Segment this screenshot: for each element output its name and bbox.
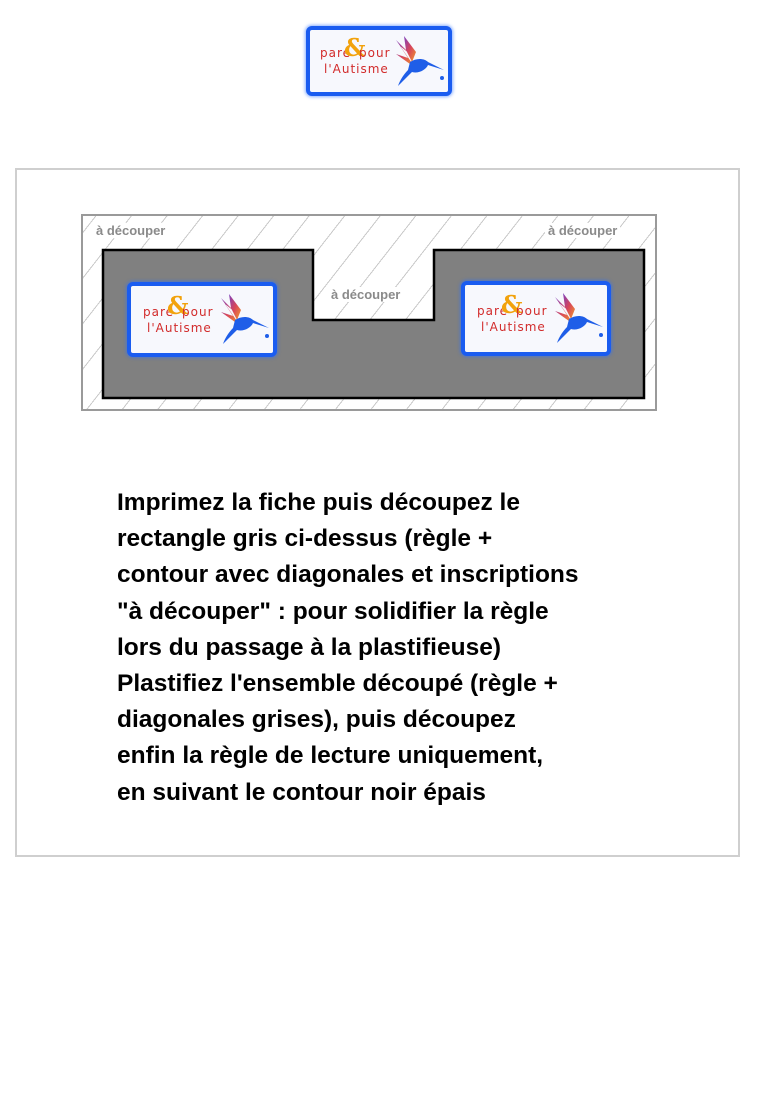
instruction-line: diagonales grises), puis découpez [117, 706, 516, 734]
logo-ampersand: & [167, 291, 189, 320]
instruction-line: "à découper" : pour solidifier la règle [117, 597, 549, 625]
cut-label-top-right: à découper [545, 223, 620, 238]
hummingbird-icon [211, 290, 273, 346]
logo-ampersand: & [344, 33, 366, 62]
instruction-line: rectangle gris ci-dessus (règle + [117, 525, 493, 553]
instruction-line: lors du passage à la plastifieuse) [117, 633, 501, 661]
instruction-line: Imprimez la fiche puis découpez le [117, 489, 520, 516]
logo-text-pare: paré [320, 46, 352, 60]
logo-text-pare: paré [477, 304, 509, 318]
instruction-line: contour avec diagonales et inscriptions [117, 561, 579, 589]
logo-text-pour: pour [182, 305, 214, 319]
logo-text-pour: pour [516, 304, 548, 318]
logo-text-autisme: l'Autisme [324, 62, 389, 76]
header-logo [306, 26, 452, 96]
logo-ampersand: & [501, 290, 523, 319]
instructions-text [117, 485, 717, 811]
logo-text-pour: pour [359, 46, 391, 60]
instruction-line: enfin la règle de lecture uniquement, [117, 742, 544, 770]
logo-text-pare: paré [143, 305, 175, 319]
instruction-line: en suivant le contour noir épais [117, 778, 486, 806]
cut-label-top-left: à découper [93, 223, 168, 238]
cut-label-notch: à découper [328, 287, 403, 302]
hummingbird-icon [386, 32, 448, 88]
instruction-line: Plastifiez l'ensemble découpé (règle + [117, 670, 558, 698]
ruler-logo-right [461, 281, 611, 356]
hummingbird-icon [545, 289, 607, 345]
logo-text-autisme: l'Autisme [481, 320, 546, 334]
ruler-logo-left [127, 282, 277, 357]
logo-text-autisme: l'Autisme [147, 321, 212, 335]
